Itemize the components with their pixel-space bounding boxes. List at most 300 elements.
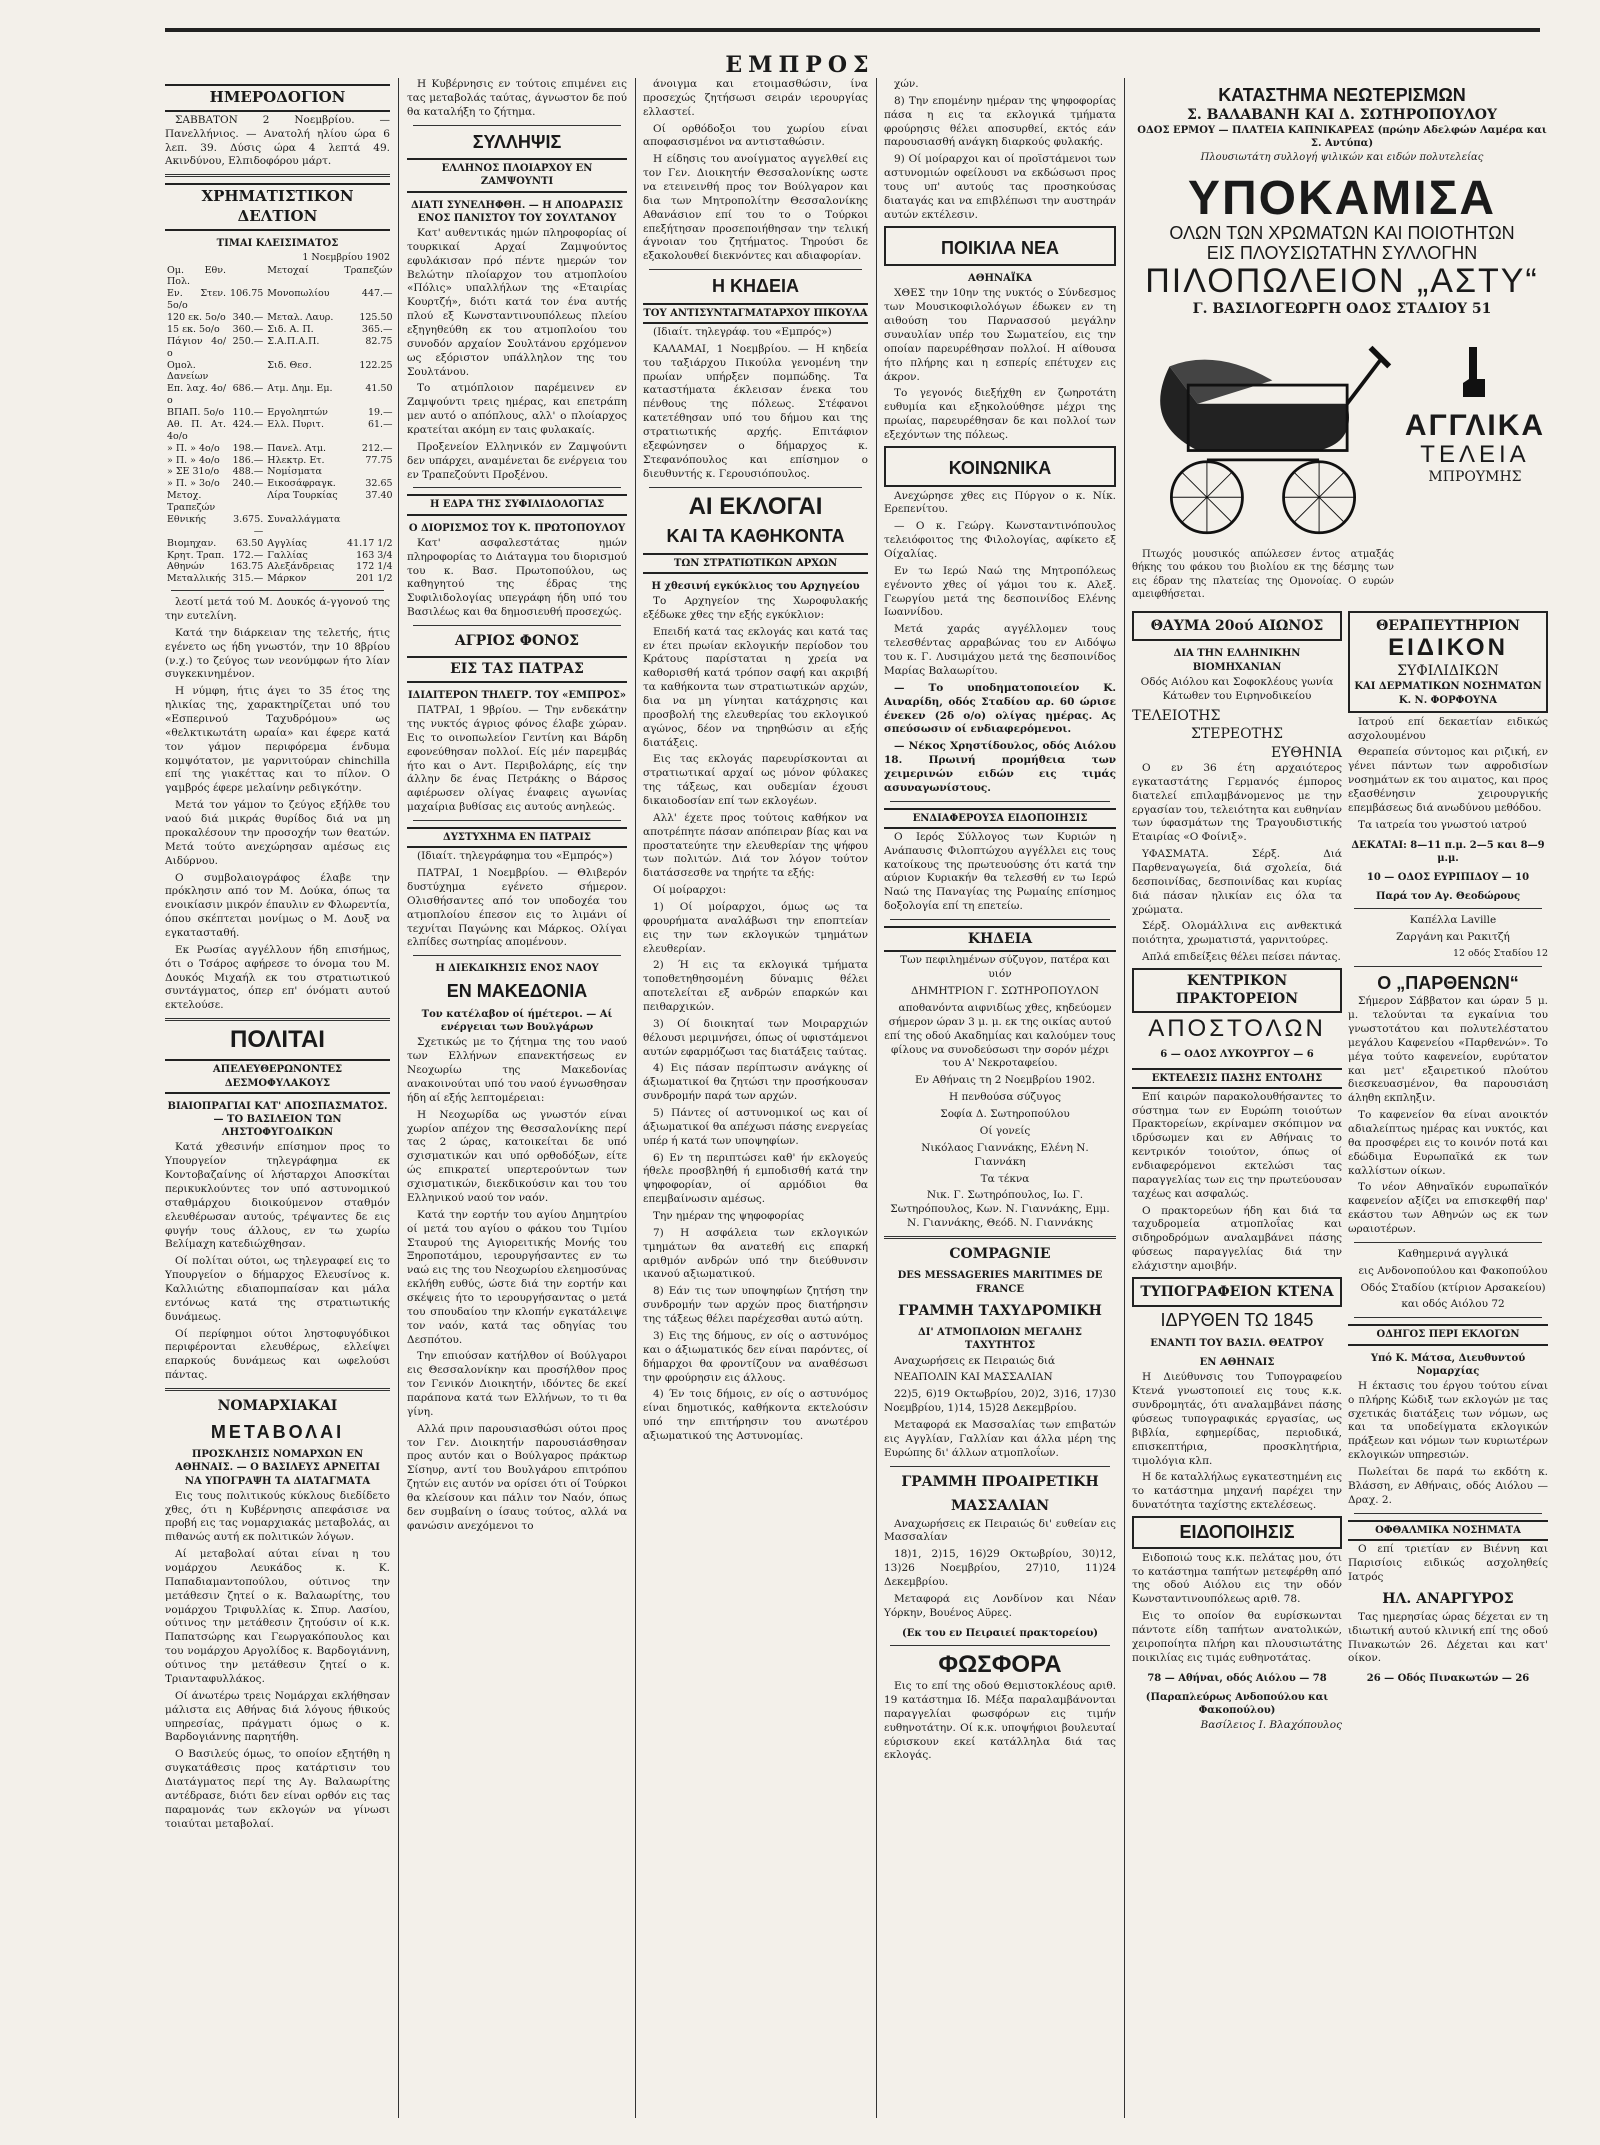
table-cell: Ομολ. Δανείων (167, 359, 209, 383)
ad3-sub: ΤΕΛΕΙΑ (1420, 440, 1530, 468)
paragraph: Αί μεταβολαί αύται είναι η του νομάρχου Λευκάδος κ. Κ. Παπαδιαμαντοπούλου, ούτινος την μετάθεσιν ζητεί ο κ. Βαλαωρίτης, του νομάρχου Τριφυλλίας κ. Σπυρ. Λασίου, ούτινος την μετάθεσιν ζητούσιν οί κ.κ. Παπατσώρης και Γεωργακόπουλος και του νομάρχου Αργολίδος κ. Βαρδογιάννη, ούτινος την μετάθεσιν ζητεί ο κ. Τριανταφυλλάκος. (165, 1548, 390, 1685)
paragraph: Προξενείον Ελληνικόν εν Ζαμψούντι δεν υπάρχει, αναμένεται δε ενέργεια του εν Τραπεζούντι Προξένου. (407, 440, 627, 481)
column-rule (398, 78, 399, 2118)
koin-heading: ΚΟΙΝΩΝΙΚΑ (948, 457, 1052, 478)
paragraph: και οδός Αιόλου 72 (1401, 1298, 1505, 1311)
ad7-title-box (1132, 1516, 1342, 1549)
paragraph: Εκ Ρωσίας αγγέλλουν ήδη επισήμως, ότι ο Τσάρος αφήρεσε το όνομα του Μ. Δουκός Μιχαήλ εκ του στρατιωτικού συντάγματος, όπερ επ' όνόματι αυτού εκτελούσε. (165, 943, 390, 1012)
table-cell: 360.— (232, 323, 264, 335)
table-cell: Εν. Στεν. 5ο/ο (167, 288, 227, 312)
ad1-title: ΚΑΤΑΣΤΗΜΑ ΝΕΩΤΕΡΙΣΜΩΝ (1218, 85, 1466, 105)
ad-row-2 (1132, 608, 1552, 1733)
table-cell: Μεταλ. Λαυρ. (267, 312, 334, 324)
fosf-article (884, 1680, 1116, 1763)
right-ad6-article (1348, 1543, 1548, 1585)
poik-article (884, 287, 1116, 442)
intro-text (407, 78, 627, 120)
table-cell: Μάρκον (267, 573, 307, 585)
syl-subheading-2: ΔΙΑΤΙ ΣΥΝΕΛΗΦΘΗ. — Η ΑΠΟΔΡΑΣΙΣ ΕΝΟΣ ΠΑΝΙΣΤΟΥ ΤΟΥ ΣΟΥΛΤΑΝΟΥ (411, 199, 623, 224)
table-cell: 122.25 (359, 359, 393, 371)
paragraph: Κατά την εορτήν του αγίου Δημητρίου οί μετά του αγίου ο φάκου του Τιμίου Σταυρού της Αγιορειτικής Μονής του Ξηροποτάμου, ιερουργήσαντες εν τω ναώ εις της του Νεοχωρίου ελεημοσύνας εκλήθη ευθύς, ώστε διά την εορτήν και σκέψεις ήτο το ιερουργήσαντας ο μετά του σπουδαίου την κλοπήν εγκατάλειψε τον ναόν, κατά τας οδηγίας του Δεσπότου. (407, 1208, 627, 1346)
eidr-article (407, 537, 627, 620)
intro-text (884, 78, 1116, 223)
politai-subheading-2: ΒΙΑΙΟΠΡΑΓΙΑΙ ΚΑΤ' ΑΠΟΣΠΑΣΜΑΤΟΣ. — ΤΟ ΒΑΣΙΛΕΙΟΝ ΤΩΝ ΛΗΣΤΟΦΥΓΟΔΙΚΩΝ (167, 1100, 388, 1139)
maked-article (407, 1036, 627, 1533)
paragraph: αποθανόντα αιφνιδίως χθες, κηδεύομεν σήμερον ώραν 3 μ. μ. εκ της οικίας αυτού επί της οδού Ακαδημίας και καλούμεν τους φίλους να συνοδεύσωσι την σορόν μέχρι του Α' Νεκροταφείου. (884, 1002, 1116, 1070)
paragraph: Οδός Σταδίου (κτίριον Αρσακείου) (1360, 1281, 1546, 1294)
nomarx-article (165, 1490, 390, 1832)
divider (1354, 908, 1542, 909)
column-5 (1132, 78, 1552, 2118)
ad4-article (1132, 762, 1342, 965)
masthead-title: ΕΜΠΡΟΣ (725, 52, 875, 78)
table-cell: ΒΠΑΠ. 5ο/ο (167, 407, 225, 419)
paragraph: Σήμερον Σάββατον και ώραν 5 μ. μ. τελούνται τα εγκαίνια του γνωστοτάτου και πολυτελέστατου μεγάλου Καφενείου «Παρθενών». Το μέγα τούτο καφενείον, ευρύτατον και μετ' εξαιρετικού πλούτου διεσκευασμένον, θα παρουσιάση άληθη εκπληξιν. (1348, 995, 1548, 1105)
ad5-title-box (1132, 968, 1342, 1013)
ad6-sub: ΙΔΡΥΘΕΝ ΤΩ 1845 (1160, 1310, 1314, 1331)
table-cell: 32.65 (365, 478, 393, 490)
table-cell: 37.40 (365, 490, 393, 502)
comp-article (884, 1355, 1116, 1461)
paragraph: Οί ορθόδοξοι του χωρίου είναι αποφασισμένοι να αντισταθώσιν. (643, 122, 868, 149)
table-cell: Ομ. Εθν. Πολ. (167, 264, 227, 288)
paragraph: 4) Εις πάσαν περίπτωσιν ανάγκης οί άξιωματικοί θα ζητώσι την προσήκουσαν συνδρομήν παρά των αρχών. (643, 1062, 868, 1103)
paragraph: Την επιούσαν κατήλθον οί Βούλγαροι εις Θεσσαλονίκην και προσήλθον προς τον Γενικόν Διοικητήν, ιδόντες δε εκεί παράπονα κατά των Ελλήνων, το τι θα γίνη. (407, 1350, 627, 1418)
paragraph: 3) Εις της δήμους, εν οίς ο αστυνόμος και ο άξιωματικός δεν είναι παρόντες, οί δήμαρχοι θα φροντίζουν να αναθέσωσι την φρούρησιν εις άλλους. (643, 1329, 868, 1384)
table-cell: 424.— (232, 418, 264, 430)
ad4-eth: ΕΥΘΗΝΙΑ (1270, 744, 1342, 761)
fonos-subheading-2: ΙΔΙΑΙΤΕΡΟΝ ΤΗΛΕΓΡ. ΤΟΥ «ΕΜΠΡΟΣ» (407, 689, 627, 701)
nomarx-heading: ΝΟΜΑΡΧΙΑΚΑΙ (217, 1398, 338, 1415)
newspaper-page (165, 78, 1560, 2118)
right-ad5-title: ΟΔΗΓΟΣ ΠΕΡΙ ΕΚΛΟΓΩΝ (1348, 1324, 1548, 1345)
paragraph: Σέρξ. Ολομάλλινα εις ανθεκτικά ποιότητα, χρωματιστά, γαρνιτούρες. (1132, 920, 1342, 947)
table-cell (228, 265, 265, 289)
ekl-heading: ΑΙ ΕΚΛΟΓΑΙ (688, 492, 823, 520)
paragraph: Η είδησις του ανοίγματος αγγελθεί εις τον Γεν. Διοικητήν Θεσσαλονίκης ωστε να ετεινεινθή προς τον Βούλγαρον και δια των Μητροπολίτην Θεσσαλονίκης Αθανάσιον επί του το ο Τούρκοι επεξήτησαν προσεποιήθησαν την τελική άγνοιαν του ζητήματος. Τηρούσι δε εξακολουθεί διεκνόντες και αδιαφορίαν. (643, 153, 868, 263)
right-ad6-doc: ΗΛ. ΑΝΑΡΓΥΡΟΣ (1382, 1591, 1514, 1608)
table-cell: » Π. » 4ο/ο (167, 454, 220, 466)
divider (171, 590, 384, 591)
ad6-title-box (1132, 1277, 1342, 1307)
comp-heading-2: ΓΡΑΜΜΗ ΤΑΧΥΔΡΟΜΙΚΗ (898, 1302, 1102, 1319)
paragraph: 18)1, 2)15, 16)29 Οκτωβρίου, 30)12, 13)26 Νοεμβρίου, 27)10, 11)24 Δεκεμβρίου. (884, 1548, 1116, 1589)
paragraph: Κατά την διάρκειαν της τελετής, ήτις εγένετο ως ήδη γνωστόν, την 10 8βρίου (ν.χ.) το ζεύγος των νεονύμφων ήτο λίαν συγκεκινημένον. (165, 626, 390, 681)
kidia-heading: ΚΗΔΕΙΑ (884, 926, 1116, 952)
calendar-text: ΣΑΒΒΑΤΟΝ 2 Νοεμβρίου. — Πανελλήνιος. — Ανατολή ηλίου ώρα 6 λεπ. 39. Δύσις ώρα 4 λεπτά 49. Ακινδύνου, Ελπιδοφόρου μάρτ. (165, 113, 390, 168)
ad1-addr: ΟΔΟΣ ΕΡΜΟΥ — ΠΛΑΤΕΙΑ ΚΑΠΝΙΚΑΡΕΑΣ (πρώην Αδελφών Λαμέρα και Σ. Αντύπα) (1137, 125, 1547, 150)
right-ad6-article-2 (1348, 1611, 1548, 1666)
right-ad1-article (1348, 716, 1548, 833)
paragraph: ΔΗΜΗΤΡΙΟΝ Γ. ΣΩΤΗΡΟΠΟΥΛΟΝ (911, 985, 1099, 998)
ad2-line1: ΟΛΩΝ ΤΩΝ ΧΡΩΜΑΤΩΝ ΚΑΙ ΠΟΙΟΤΗΤΩΝ (1169, 222, 1515, 243)
ad4-sub: ΔΙΑ ΤΗΝ ΕΛΛΗΝΙΚΗΝ ΒΙΟΜΗΧΑΝΙΑΝ (1173, 648, 1301, 673)
paragraph: 9) Οί μοίραρχοι και οί προϊστάμενοι των αστυνομιών οφείλουσι να εκδώσωσι προς τους υπ' αυτούς τας προσηκούσας διαταγάς και να επιβλέπωσι την αυστηράν αυτών εκτέλεσιν. (884, 153, 1116, 221)
paragraph: Η Κυβέρνησις εν τούτοις επιμένει εις τας μεταβολάς ταύτας, άγνωστον δε πού θα καταλήξη το ζήτημα. (407, 78, 627, 118)
comp-subheading: DES MESSAGERIES MARITIMES DE FRANCE (897, 1270, 1103, 1295)
right-ad5-note: Πωλείται δε παρά τω εκδότη κ. Βλάσση, εν Αθήναις, οδός Αιόλου — Δραχ. 2. (1348, 1466, 1548, 1506)
ad2-line2: ΕΙΣ ΠΛΟΥΣΙΩΤΑΤΗΝ ΣΥΛΛΟΓΗΝ (1206, 243, 1478, 264)
table-cell: Γαλλίας (267, 549, 308, 561)
paragraph: Αναχωρήσεις εκ Πειραιώς διά (894, 1354, 1056, 1367)
paragraph: Οί μοίραρχοι: (653, 884, 727, 897)
syl-subheading: ΕΛΛΗΝΟΣ ΠΛΟΙΑΡΧΟΥ ΕΝ ΖΑΜΨΟΥΝΤΙ (407, 158, 627, 192)
paragraph: Η πενθούσα σύζυγος (949, 1091, 1061, 1104)
paragraph: Καπέλλα Laville (1409, 914, 1497, 927)
paragraph: Εις το οποίον θα ευρίσκωνται πάντοτε είδη ταπήτων ανατολικών, χειροποίητα πλήρη και πλουσιωτάτης ποικιλίας εις τιμάς ευθηνοτάτας. (1132, 1610, 1342, 1664)
paragraph: 4) Έν τοις δήμοις, εν οίς ο αστυνόμος είναι δημοτικός, καθήκοντα εκτελούσιν υπό την επιτήρησιν του ανωτέρου αξιωματικού της Αστυνομίας. (643, 1388, 868, 1442)
paragraph: Εις τους πολιτικούς κύκλους διεδίδετο χθες, ότι η Κυβέρνησις απεφάσισε να προβή εις τας νομαρχιακάς μεταβολάς, αι πιθανώς αυτή εκ πολιτικών λόγων. (165, 1489, 390, 1544)
table-cell: 82.75 (365, 335, 393, 347)
paragraph: Η νύμφη, ήτις άγει το 35 έτος της ηλικίας της, χαρακτηρίζεται υπό του «Εσπερινού Ταχυδρόμου» ως «θελκτικωτάτη ωραία» και έφερε κατά τον γάμον περιφόρεμα ένδυμα κομψότατον, με γαρνιτούραν chinchilla επί της γιακέττας και το πίλον. Ο γαμβρός έφερε μελαίνην ρεδιγκότην. (165, 685, 390, 795)
right-ad6-addr: 26 — Οδός Πινακωτών — 26 (1366, 1673, 1530, 1685)
endiaf-article (884, 831, 1116, 914)
table-cell: 488.— (232, 466, 264, 478)
politai-subheading: ΑΠΕΛΕΥΘΕΡΩΝΟΝΤΕΣ ΔΕΣΜΟΦΥΛΑΚΟΥΣ (165, 1059, 390, 1093)
paragraph: Οί πολίται ούτοι, ως τηλεγραφεί εις το Υπουργείον ο δήμαρχος Ελευσίνος κ. Καλλιώτης εδιαπομπαίσαν και μάλα εντόνως κατά της στρατιωτικής δυνάμεως. (165, 1255, 390, 1323)
divider (890, 801, 1110, 802)
paragraph: (Ιδιαίτ. τηλεγράφημα του «Εμπρός») (417, 850, 613, 863)
paragraph: Το νέον Αθηναϊκόν ευρωπαϊκόν καφενείον αξίζει να επισκεφθή παρ' εκάστου των Αθηνών ως εκ των ωραιοτέρων. (1348, 1181, 1548, 1236)
table-cell: 15 εκ. 5ο/ο (167, 323, 220, 335)
table-row (165, 573, 395, 585)
paragraph: 8) Εάν τις των υποψηφίων ζητήση την συνδρομήν των αρχών προς διατήρησιν της τάξεως θέλει παρέχεσθαι αυτώ αύτη. (643, 1285, 868, 1326)
paragraph: 8) Την επομένην ημέραν της ψηφοφορίας πάσα η εις τα εκλογικά τμήματα φρούρησις θέλει αποσυρθεί, εκτός εάν παρουσιασθή ανάγκη διαρκούς φυλακής. (884, 94, 1116, 149)
paragraph: Ανεχώρησε χθες εις Πύργον ο κ. Νίκ. Ερεπενίτου. (884, 489, 1116, 516)
paragraph: Μετά τον γάμον το ζεύγος εξήλθε του ναού διά μικράς θυρίδος διά να μη προκαλέσουν την προσοχήν των θεατών. Μετά τούτο ανεχώρησαν αμέσως εις Αιδύρνου. (165, 799, 390, 867)
divider (413, 125, 621, 126)
table-cell: » Π. » 3ο/ο (167, 478, 220, 490)
comp-heading: COMPAGNIE (949, 1245, 1051, 1262)
dyst-article (407, 850, 627, 950)
table-cell: 125.50 (359, 312, 393, 324)
dyst-heading: ΔΥΣΤΥΧΗΜΑ ΕΝ ΠΑΤΡΑΙΣ (407, 827, 627, 848)
divider (890, 1466, 1110, 1467)
paragraph: Η έκτασις του έργου τούτου είναι ο πλήρης Κώδιξ των εκλογών με τας σχετικάς διατάξεις των νόμων, ως και τα υποδείγματα εκλογικών πράξεων και νόμων των κυριωτέρων εκλογικών υπηρεσιών. (1348, 1379, 1548, 1462)
table-cell: Πανελ. Ατμ. (267, 442, 327, 454)
paragraph: Επί καιρών παρακολουθήσαντες το σύστημα των εν Ευρώπη τοιούτων Πρακτορείων, εκρίναμεν σκόπιμον να ιδρύσωμεν και εν Αθήναις το κεντρικόν τοιούτον, όπως οί ενδιαφερόμενοι εκτελώσι τας παραγγελίας των εις την πρωτεύουσαν ταχέως και ασφαλώς. (1132, 1090, 1342, 1200)
table-cell: 163 3/4 (356, 549, 393, 561)
table-cell: Ελλ. Πυριτ. (267, 418, 324, 430)
koin-article (884, 490, 1116, 679)
table-cell: Αγγλίας (267, 537, 307, 549)
koin-note-2: — Νέκος Χρηστίδουλος, οδός Αιόλου 18. Πρωινή προμήθεια των χειμερινών ειδών εις τιμάς ασυναγωνίστους. (884, 740, 1116, 794)
paragraph: Το Αρχηγείον της Χωροφυλακής εξέδωκε χθες την εξής εγκύκλιον: (643, 594, 868, 621)
politai-article (165, 1141, 390, 1383)
right-ad1-sub: ΕΙΔΙΚΟΝ (1388, 634, 1508, 662)
finance-heading: ΧΡΗΜΑΤΙΣΤΙΚΟΝ ΔΕΛΤΙΟΝ (165, 183, 390, 231)
poik-heading: ΠΟΙΚΙΛΑ ΝΕΑ (940, 237, 1059, 258)
table-cell: 77.75 (365, 454, 393, 466)
ad4-ster: ΣΤΕΡΕΟΤΗΣ (1190, 726, 1284, 743)
divider (165, 174, 390, 177)
ad2-addr: Γ. ΒΑΣΙΛΟΓΕΩΡΓΗ ΟΔΟΣ ΣΤΑΔΙΟΥ 51 (1192, 300, 1492, 317)
divider (165, 1018, 390, 1021)
table-row (165, 466, 395, 478)
ad-neoterismon (1132, 81, 1552, 168)
table-cell: 447.— (361, 288, 393, 300)
paragraph: Μεταφορά εις Λονδίνον και Νέαν Υόρκην, Βουένος Αϋρες. (884, 1592, 1116, 1619)
ad5-addr: 6 — ΟΔΟΣ ΛΥΚΟΥΡΓΟΥ — 6 (1160, 1049, 1314, 1061)
paragraph: Σχετικώς με το ζήτημα της του ναού των Ελλήνων επανεκτήσεως εν Νεοχωρίω της Μακεδονίας ανακοινούται υπό του ναού έγνωσθησαν ήδη αί εξής λεπτομέρειαι: (407, 1036, 627, 1104)
gram-note: (Εκ του εν Πειραιεί πρακτορείου) (901, 1627, 1099, 1639)
paragraph: Επειδή κατά τας εκλογάς και κατά τας εν έτει πρωίαν εκλογικήν περίοδον του Κράτους παρίσταται η χρεία να καθορισθή κατά τρόπον σαφή και ακριβή τα καθήκοντα των στρατιωτικών αρχών, δια να μη γίνηται κατάχρησις και προσβολή της ελευθερίας του εκλογικού αγώνος, δέον να τηρηθώσιν αι εξής διατάξεις. (643, 625, 868, 749)
gram-subheading: ΜΑΣΣΑΛΙΑΝ (950, 1498, 1050, 1515)
maked-heading: Η ΔΙΕΚΔΙΚΗΣΙΣ ΕΝΟΣ ΝΑΟΥ (435, 963, 599, 975)
ekl-subheading-2: Η χθεσινή εγκύκλιος του Αρχηγείου (651, 580, 860, 592)
paragraph: Ζαργάνη και Ρακιτζή (1396, 931, 1510, 944)
divider (649, 487, 862, 488)
divider (1354, 1513, 1542, 1514)
ad-ypokamisa (1132, 171, 1552, 323)
eidr-heading: Η ΕΔΡΑ ΤΗΣ ΣΥΦΙΛΙΔΟΛΟΓΙΑΣ (407, 494, 627, 515)
ad2-title: ΥΠΟΚΑΜΙΣΑ (1187, 171, 1497, 225)
gram-article (884, 1518, 1116, 1621)
table-cell: 61.— (367, 418, 393, 430)
divider (413, 625, 621, 626)
ad5-article (1132, 1091, 1342, 1274)
paragraph: ΥΦΑΣΜΑΤΑ. Σέρξ. Διά Παρθεναγωγεία, διά σχολεία, διά δεσποινίδας, δεσποινίδας και κυρίας διά πάσαν ηλικίαν εις όλα τα χρώματα. (1132, 848, 1342, 916)
paragraph: Μετά χαράς αγγέλλομεν τους τελεσθέντας αρραβώνας του εν Αιδόψω του κ. Γ. Λυσιμάχου μετά της δεσποινίδος Μαρίας Βαλαωρίτου. (884, 623, 1116, 677)
table-cell: 340.— (232, 312, 264, 324)
right-ad1-title: ΘΕΡΑΠΕΥΤΗΡΙΟΝ (1376, 618, 1520, 634)
fonos-heading: ΑΓΡΙΟΣ ΦΟΝΟΣ (454, 633, 580, 650)
paragraph: 3) Οί διοικηταί των Μοιραρχιών θέλουσι μεριμνήσει, όπως οί υφιστάμενοι αυτών εφαρμόζωσι τας διατάξεις ταύτας. (643, 1017, 868, 1058)
table-cell (228, 360, 265, 384)
column-rule (1124, 78, 1125, 2118)
table-cell: Αθ. Π. Ατ. 4ο/ο (167, 418, 227, 442)
divider (1354, 1242, 1542, 1243)
paragraph: Αλλ' έχετε προς τούτοις καθήκον να αποτρέπητε πάσαν απόπειραν βίας και να προστατεύητε την ελευθερίαν της ψήφου των πολιτών. Διά τον λόγον τούτον διατάσσεσθε να τηρήτε τα εξής: (643, 811, 868, 880)
right-ad1-sub3: ΚΑΙ ΔΕΡΜΑΤΙΚΩΝ ΝΟΣΗΜΑΤΩΝ (1354, 681, 1542, 693)
table-cell: 41.50 (365, 383, 393, 395)
right-ad1-hours: ΔΕΚΑΤΑΙ: 8—11 π.μ. 2—5 και 8—9 μ.μ. (1351, 839, 1545, 864)
table-cell: Συναλλάγματα (267, 513, 341, 525)
table-cell: Ηλεκτρ. Ετ. (267, 454, 325, 466)
table-row (165, 265, 395, 289)
table-cell: Ατμ. Δημ. Εμ. (267, 383, 333, 395)
right-ad1-addr: 10 — ΟΔΟΣ ΕΥΡΙΠΙΔΟΥ — 10 (1366, 871, 1530, 883)
table-cell: Τραπεζών (344, 264, 393, 276)
table-row (165, 490, 395, 514)
paragraph: Εις το επί της οδού Θεμιστοκλέους αριθ. 19 κατάστημα Ιδ. Μέξα παραλαμβάνονται παραγγελίαι φωσφόρων εις τιμήν ευθηνοτάτην. Οί κ.κ. υποψήφιοι βουλευταί εύρισκουν εκεί κατάλληλα διά τας εκλογάς. (884, 1680, 1116, 1762)
syl-article (407, 227, 627, 482)
ad4-title: ΘΑΥΜΑ 20ού ΑΙΩΝΟΣ (1150, 618, 1324, 634)
paragraph: Μεταφορά εκ Μασσαλίας των επιβατών εις Αγγλίαν, Γαλλίαν και άλλα μέρη της Ευρώπης δι' άλλων ατμοπλοΐων. (884, 1419, 1116, 1459)
table-cell: 63.50 (236, 537, 264, 549)
divider (884, 1236, 1116, 1239)
table-cell: » Π. » 4ο/ο (167, 442, 220, 454)
paragraph: Εν τω Ιερώ Ναώ της Μητροπόλεως εγένοντο χθες οί γάμοι του κ. Αλεξ. Γεωργίου μετά της δεσποινίδος Ελένης Ιωαννίδου. (884, 564, 1116, 619)
table-cell: Μεταλλικής (167, 573, 227, 585)
paragraph: άνοιγμα και ετοιμασθώσιν, ίνα προσεχώς ζητήσωσι σειράν ιερουργίας ελλαστεί. (643, 78, 868, 118)
paragraph: Ο Βασιλεύς όμως, το οποίον εξητήθη η συγκατάθεσις προς κατάρτισιν του Διατάγματος περί της Αγ. Βαλαωρίτης αντέδρασε, διότι δεν είναι ορθόν εις τας παραμονάς των εκλογών να γίνωσι τοιαύται μεταβολαί. (165, 1748, 390, 1830)
table-row (165, 360, 395, 384)
paragraph: λεοτί μετά τού Μ. Δουκός ά-γγονού της την ευτελίνη. (165, 596, 390, 623)
comp-subheading-2: ΔΙ' ΑΤΜΟΠΛΟΙΩΝ ΜΕΓΑΛΗΣ ΤΑΧΥΤΗΤΟΣ (918, 1327, 1082, 1352)
table-cell: 686.— (232, 383, 264, 395)
column-1 (165, 78, 393, 2118)
table-cell: Νομίσματα (267, 466, 322, 478)
syl-heading: ΣΥΛΛΗΨΙΣ (472, 131, 562, 152)
table-row (165, 550, 395, 562)
paragraph: Σοφία Δ. Σωτηροπούλου (940, 1108, 1070, 1121)
fonos-subheading: ΕΙΣ ΤΑΣ ΠΑΤΡΑΣ (407, 656, 627, 682)
ad7-title: ΕΙΔΟΠΟΙΗΣΙΣ (1179, 1522, 1295, 1542)
table-cell: Αθηνών (167, 561, 205, 573)
right-ad1-box (1348, 611, 1548, 713)
paragraph: ΠΑΤΡΑΙ, 1 Νοεμβρίου. — Θλιβερόν δυστύχημα εγένετο σήμερον. Ολισθήσαντες από τον υποδοχέα του ατμοπλοίου έπεσον εις το λιμάνι οί τεχνίται Παγώνης και Μάρκος. Ολίγαι ελπίδες σωτηρίας απομένουν. (407, 867, 627, 949)
table-cell: 240.— (232, 478, 264, 490)
ad5-sub2: ΕΚΤΕΛΕΣΙΣ ΠΑΣΗΣ ΕΝΤΟΛΗΣ (1132, 1068, 1342, 1089)
finance-subheading: ΤΙΜΑΙ ΚΛΕΙΣΙΜΑΤΟΣ (216, 237, 339, 249)
kidia-article (884, 954, 1116, 1230)
table-row (165, 561, 395, 573)
table-cell: Μετοχαί (267, 264, 309, 276)
paragraph: Τας ημερησίας ώρας δέχεται εν τη ιδιωτική αυτού κλινική επί της οδού Πινακωτών 26. Δέχεται και κατ' οίκον. (1348, 1610, 1548, 1665)
paragraph: ΧΘΕΣ την 10ην της νυκτός ο Σύνδεσμος των Μουσικοφιλολόγων έδωκεν εν τη αιθούση του Παρνασσού μεγάλην συναυλίαν υπέρ του Σωματείου, εις την οποίαν παρευρέθησαν πολλοί. Η αίθουσα ήτο πλήρης και η εσπερίς επέτυχεν εις άκρον. (884, 287, 1116, 383)
table-row (165, 383, 395, 407)
finance-date: 1 Νοεμβρίου 1902 (302, 252, 390, 264)
ad4-tel: ΤΕΛΕΙΟΤΗΣ (1132, 707, 1221, 724)
ad-pram-box (1132, 325, 1394, 604)
top-rule (165, 28, 1540, 32)
right-ad2-addr: 12 οδός Σταδίου 12 (1452, 948, 1548, 960)
ad7-article (1132, 1552, 1342, 1666)
nomarx-subheading: ΠΡΟΣΚΛΗΣΙΣ ΝΟΜΑΡΧΩΝ ΕΝ ΑΘΗΝΑΙΣ. — Ο ΒΑΣΙΛΕΥΣ ΑΡΝΕΙΤΑΙ ΝΑ ΥΠΟΓΡΑΨΗ ΤΑ ΔΙΑΤΑΓΜΑΤΑ (175, 1449, 380, 1487)
table-cell: Εικοσάφραγκ. (267, 478, 336, 490)
paragraph: Νικ. Γ. Σωτηρόπουλος, Ιω. Γ. Σωτηρόπουλος, Κων. Ν. Γιαννάκης, Εμμ. Ν. Γιαννάκης, Θεόδ. Ν. Γιαννάκης (890, 1189, 1110, 1230)
column-rule (635, 78, 636, 2118)
endiaf-heading: ΕΝΔΙΑΦΕΡΟΥΣΑ ΕΙΔΟΠΟΙΗΣΙΣ (884, 808, 1116, 829)
poik-subheading: ΑΘΗΝΑΪΚΑ (968, 273, 1032, 285)
paragraph: 6) Εν τη περιπτώσει καθ' ήν εκλογεύς ήθελε προσβληθή ή εμποδισθή κατά την ψηφοφορίαν, οί αρμόδιοι θα επεμβαίνωσιν αμέσως. (643, 1151, 868, 1206)
ad3-text: Πτωχός μουσικός απώλεσεν έντος ατμαξάς θήκης του φάκου του βιολίου εκ της δέσμης των εις έδραν της πλατείας της Ομονοίας. Ο ευρών αμειφθήσεται. (1132, 549, 1394, 600)
right-ad3-article (1348, 995, 1548, 1237)
ad1-sub: Σ. ΒΑΛΑΒΑΝΗ ΚΑΙ Δ. ΣΩΤΗΡΟΠΟΥΛΟΥ (1187, 106, 1497, 123)
table-cell: Πάγιον 4ο/ο (167, 335, 227, 359)
ekl-heading-2: ΚΑΙ ΤΑ ΚΑΘΗΚΟΝΤΑ (666, 525, 845, 546)
paragraph: 7) Η ασφάλεια των εκλογικών τμημάτων θα ανατεθή εις επαρκή αριθμόν ανδρών υπό την διεύθυνσιν ικανού αξιωματικού. (643, 1226, 868, 1281)
table-row (165, 288, 395, 312)
table-cell: 41.17 1/2 (347, 537, 393, 549)
table-cell: Αλεξάνδρειας (267, 561, 335, 573)
paragraph: (Ιδιαίτ. τηλεγράφ. του «Εμπρός») (653, 326, 832, 339)
divider (1354, 1317, 1542, 1318)
paragraph: Αλλά πριν παρουσιασθώσι ούτοι προς τον Γεν. Διοικητήν παρουσιάσθησαν προς αυτόν και ο Βούλγαρος πράκτωρ Σίσηυρ, αντί του Βουλγάρου επιτρόπου ζητών εις αυτόν να ορίσει ότι οί Τούρκοι θα κλείσουν και πάλιν τον Ναόν, όπως δεν συμβαίνη ο ίσαυς τούτος, αλλά να φανώσιν ανεχόμενοι το (407, 1422, 627, 1532)
ekl-subheading: ΤΩΝ ΣΤΡΑΤΙΩΤΙΚΩΝ ΑΡΧΩΝ (643, 553, 868, 574)
table-cell: 110.— (232, 407, 264, 419)
right-ad4-article (1348, 1248, 1548, 1312)
paragraph: Θεραπεία σύντομος και ριζική, εν γένει πάντων των αφροδισίων νοσημάτων εκ του αιματος, και προς εξασθένησιν χειρουργικής επεμβάσεως διά ανωδύνου μεθόδου. (1348, 746, 1548, 814)
table-cell: » ΣΕ 31ο/ο (167, 466, 220, 478)
table-row (165, 336, 395, 360)
divider (413, 820, 621, 821)
table-cell: 365.— (361, 323, 393, 335)
table-row (165, 407, 395, 419)
hand-pointer-icon (1455, 345, 1495, 405)
fosf-heading: ΦΩΣΦΟΡΑ (938, 1650, 1062, 1678)
ad5-sub: ΑΠΟΣΤΟΛΩΝ (1148, 1014, 1326, 1042)
table-cell: Σ.Α.Π.Α.Π. (267, 335, 320, 347)
divider (649, 269, 862, 270)
table-cell: Σιδ. Α. Π. (267, 323, 314, 335)
table-cell: 186.— (232, 454, 264, 466)
right-ad5-article (1348, 1380, 1548, 1463)
table-cell: 198.— (232, 442, 264, 454)
finance-table (165, 265, 395, 586)
paragraph: Των πεφιλημένων σύζυγον, πατέρα και υιόν (900, 954, 1110, 981)
table-cell: Μετοχ. Τραπεζών (167, 490, 216, 514)
paragraph: Η Νεοχωρίδα ως γνωστόν είναι χωρίον απέχον της Θεσσαλονίκης περί τας 2 ώρας, κατοικείται δε υπό σχισματικών και υπό ορθοδόξων, είτε ώς επικρατεί υπερτερούντων των σχισματικών, διεκδικούσιν και του του Ελληνικού ναού τον ναόν. (407, 1108, 627, 1204)
table-row (165, 443, 395, 455)
table-row (165, 312, 395, 324)
right-ad5-sub: Υπό Κ. Μάτσα, Διευθυντού Νομαρχίας (1370, 1352, 1526, 1377)
paragraph: Καθημερινά αγγλικά (1397, 1247, 1509, 1260)
ad-thavma-box (1132, 608, 1342, 1733)
paragraph: Ο Ιερός Σύλλογος των Κυριών η Ανάπαυσις Φιλοπτώχου αγγέλλει εις τους κατοίκους της πρωτευούσης ότι κατά την αύριον Κυριακήν θα τελεσθή εν τω Ιερώ Ναώ της Παναγίας της Ρωμαίης επίσημος δοξολογία επί τη επετείω. (884, 830, 1116, 913)
ad7-note: (Παραπλεύρως Ανδοπούλου και Φακοπούλου) (1145, 1691, 1329, 1716)
eidr-subheading: Ο ΔΙΟΡΙΣΜΟΣ ΤΟΥ Κ. ΠΡΩΤΟΠΟΥΛΟΥ (408, 522, 626, 534)
right-ad1-sub2: ΣΥΦΙΛΙΔΙΚΩΝ (1397, 662, 1499, 679)
ad3-title: ΑΓΓΛΙΚΑ (1404, 409, 1546, 443)
table-row (165, 538, 395, 550)
paragraph: Κατ' ασφαλεστάτας ημών πληροφορίας το Διάταγμα του διορισμού του κ. Βασ. Πρωτοπούλου, ως καθηγητού της έδρας της Συφιλιδολογίας υπεγράφη ήδη υπό του Βασιλέως και θα δημοσιευθή προσεχώς. (407, 536, 627, 619)
divider (1354, 966, 1542, 967)
table-cell: 172 1/4 (356, 561, 393, 573)
column-3 (643, 78, 868, 2118)
paragraph: Το ατμόπλοιον παρέμεινεν εν Ζαμψούντι τρεις ημέρας, και επετράπη μεν αυτό ο απόπλους, αλλ' ο πλοίαρχος κρατείται ακόμη εν ταις φυλακαίς. (407, 382, 627, 437)
table-cell: 201 1/2 (356, 573, 393, 585)
table-cell: Βιομηχαν. (167, 537, 217, 549)
paragraph: Το γεγονός διεξήχθη εν ζωηροτάτη ευθυμία και εξηκολούθησε μέχρι της πρωίας, παρευρέθησαν δε και πολλοί των εξεχόντων της πόλεως. (884, 387, 1116, 442)
politai-heading: ΠΟΛΙΤΑΙ (230, 1026, 325, 1054)
paragraph: χών. (894, 78, 919, 90)
paragraph: εις Ανδονοπούλου και Φακοπούλου (1358, 1264, 1548, 1277)
paragraph: Απλά επιδείξεις θέλει πείσει πάντας. (1142, 951, 1341, 964)
paragraph: Το καφενείον θα είναι ανοικτόν αδιαλείπτως ημέρας και νυκτός, και θα προσφέρει εις το κοινόν ποτά και εδώδιμα Ευρωπαϊκά εκ των καλλίστων οίκων. (1348, 1109, 1548, 1177)
table-cell (342, 466, 394, 478)
paragraph: Εν Αθήναις τη 2 Νοεμβρίου 1902. (914, 1074, 1096, 1087)
paragraph: 22)5, 6)19 Οκτωβρίου, 20)2, 3)16, 17)30 Νοεμβρίου, 1)14, 15)28 Δεκεμβρίου. (884, 1388, 1116, 1415)
paragraph: Οί άνωτέρω τρεις Νομάρχαι εκλήθησαν μάλιστα εις Αθήνας διά λόγους ήθικούς υπηρεσίας, πράγματι όμως ο κ. Βαρδογιάννης παρητήθη. (165, 1689, 390, 1744)
paragraph: Τα τέκνα (980, 1172, 1030, 1185)
paragraph: Αναχωρήσεις εκ Πειραιώς δι' ευθείαν εις Μασσαλίαν (884, 1517, 1116, 1544)
paragraph: — Ο κ. Γεώργ. Κωνσταντινόπουλος τελειόφοιτος της Φιλολογίας, αφίκετο εξ Οίχαλίας. (884, 520, 1116, 561)
table-row (165, 324, 395, 336)
table-row (165, 455, 395, 467)
nomarx-heading-2: ΜΕΤΑΒΟΛΑΙ (210, 1421, 345, 1442)
table-cell: 172.— (232, 549, 264, 561)
ad6-city: ΕΝ ΑΘΗΝΑΙΣ (1199, 1357, 1275, 1369)
poik-box (884, 226, 1116, 267)
table-cell: Επ. λαχ. 4ο/ο (167, 383, 227, 407)
table-cell: Σιδ. Θεσ. (267, 359, 312, 371)
intro-text (643, 78, 868, 264)
ad5-title: ΚΕΝΤΡΙΚΟΝ ΠΡΑΚΤΟΡΕΙΟΝ (1175, 973, 1299, 1008)
maked-heading-2: ΕΝ ΜΑΚΕΔΟΝΙΑ (446, 981, 588, 1002)
column-4 (884, 78, 1116, 2118)
ad7-addr: 78 — Αθήναι, οδός Αιόλου — 78 (1147, 1672, 1327, 1684)
table-cell: Κρητ. Τραπ. (167, 549, 225, 561)
kideia-subheading: ΤΟΥ ΑΝΤΙΣΥΝΤΑΓΜΑΤΑΡΧΟΥ ΠΙΚΟΥΛΑ (643, 303, 868, 324)
paragraph: Ο επί τριετίαν εν Βιέννη και Παρισίοις ειδικώς ασχοληθείς Ιατρός (1348, 1542, 1548, 1583)
paragraph: Κατ' αυθεντικάς ημών πληροφορίας οί τουρκικαί Αρχαί Ζαμψούντος εφυλάκισαν πρό πέντε ημερών τον Βελώτην πλοίαρχον του ατμοπλοίου «Πόλις» υπαλλήλων της «Εταιρίας Κουρτζή», διότι κατά τον ένα αυτής πλού εξ Κωνσταντινουπόλεως πλείου εξηγηθεύθη εκ του ατμοπλοίου του συνοδόν αρχαίον Σουλτάνου ερχόμενον ως εξόριστον υπάλληλον της του Σουλτάνου. (407, 227, 627, 378)
koin-note: — Το υποδηματοποιείον Κ. Αιναρίδη, οδός Σταδίου αρ. 60 ώρισε ένεκεν (2δ ο/ο) ολίγας ημέρας. Ας σπεύσωσιν οί ενδιαφερόμενοι. (884, 681, 1116, 736)
ad2-line3: ΠΙΛΟΠΩΛΕΙΟΝ „ΑΣΤΥ“ (1145, 262, 1539, 301)
paragraph: Οί περίφημοι ούτοι ληστοφυγόδικοι περιφέρονται ελευθέρως, ελλείψει επαρκούς δυνάμεως και ωφελούσι πάντας. (165, 1327, 390, 1382)
ad3-sub2: ΜΠΡΟΥΜΗΣ (1428, 469, 1522, 485)
